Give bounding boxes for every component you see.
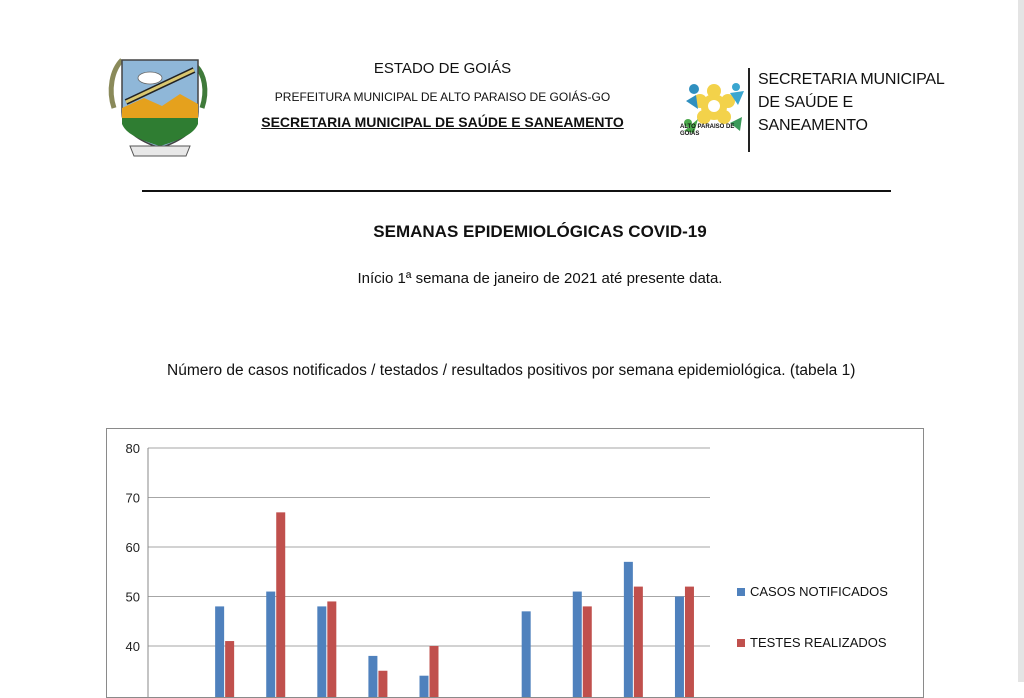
legend-swatch [737, 588, 745, 596]
y-tick-label: 50 [125, 589, 140, 605]
prefeitura-name: PREFEITURA MUNICIPAL DE ALTO PARAISO DE GOIÁS-GO [274, 90, 611, 104]
bar-notified [215, 606, 224, 697]
bar-tests [378, 671, 387, 697]
secretaria-name: SECRETARIA MUNICIPAL DE SAÚDE E SANEAMENTO [261, 114, 624, 130]
legend-label: TESTES REALIZADOS [750, 635, 887, 650]
legend-label: CASOS NOTIFICADOS [750, 584, 888, 599]
bar-notified [420, 676, 429, 697]
bar-tests [276, 512, 285, 697]
letterhead-text [225, 56, 660, 130]
municipal-crest-logo [104, 50, 214, 162]
bar-notified [266, 592, 275, 697]
page-edge [1018, 0, 1024, 682]
bar-notified [624, 562, 633, 697]
bar-tests [327, 601, 336, 697]
bar-tests [634, 587, 643, 697]
bar-notified [368, 656, 377, 697]
chart-frame [106, 428, 924, 698]
intro-paragraph: Número de casos notificados / testados / resultados positivos por semana epidemiológica. (tabela 1) [167, 362, 856, 379]
bar-tests [225, 641, 234, 697]
y-tick-label: 60 [125, 540, 140, 555]
brand-line-3: SANEAMENTO [758, 117, 868, 134]
weekly-bar-chart [107, 429, 923, 697]
y-tick-label: 40 [125, 639, 140, 654]
health-logo-caption: ALTO PARAISO DE GOIÁS [680, 124, 735, 137]
y-tick-label: 70 [125, 490, 140, 506]
bar-tests [685, 587, 694, 697]
bar-tests [583, 606, 592, 697]
health-secretariat-logo [680, 64, 748, 154]
document-subtitle: Início 1ª semana de janeiro de 2021 até presente data. [357, 270, 723, 287]
brand-line-1: SECRETARIA MUNICIPAL [758, 71, 945, 88]
bar-notified [317, 606, 326, 697]
brand-line-2: DE SAÚDE E [758, 94, 853, 111]
header-rule [142, 190, 891, 192]
bar-notified [573, 592, 582, 697]
state-name: ESTADO DE GOIÁS [373, 60, 512, 77]
document-title: SEMANAS EPIDEMIOLÓGICAS COVID-19 [373, 222, 707, 241]
brand-name [758, 68, 945, 137]
bar-tests [430, 646, 439, 697]
bar-notified [522, 611, 531, 697]
y-tick-label: 80 [125, 441, 140, 456]
brand-divider [748, 68, 750, 152]
legend-swatch [737, 639, 745, 647]
